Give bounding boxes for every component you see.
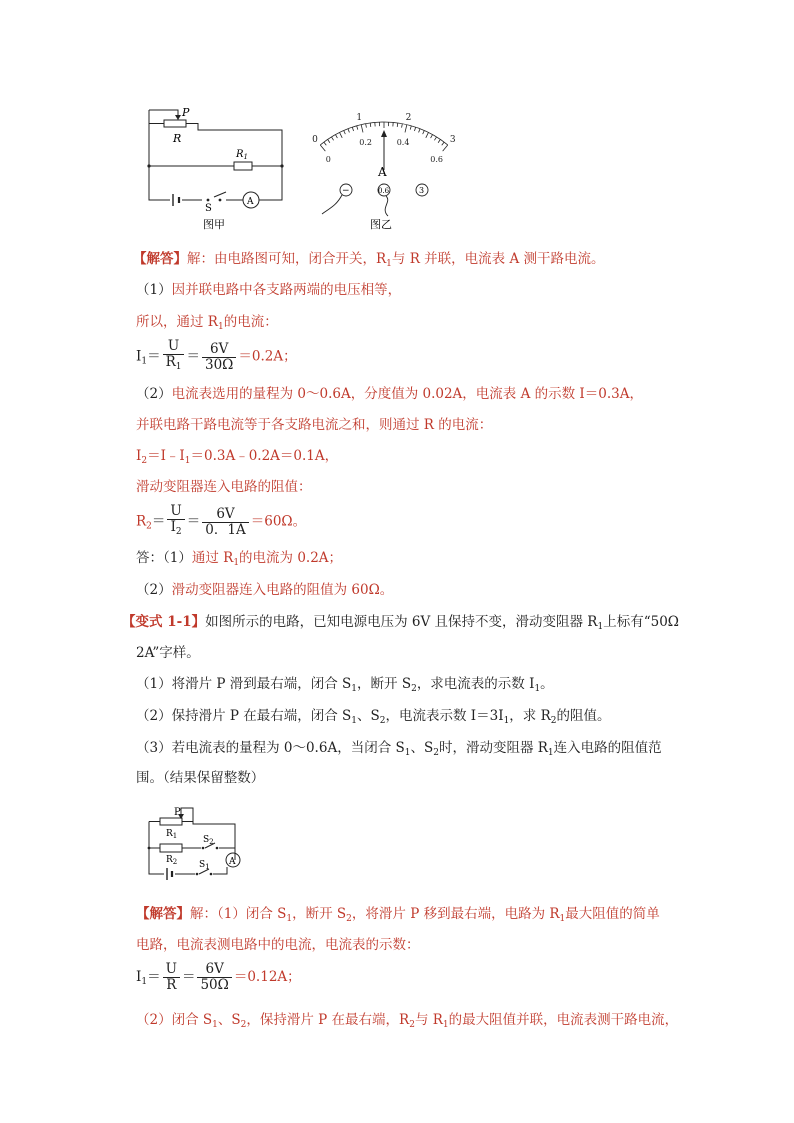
step-text: （2）闭合 $S_1$、$S_2$，保持滑片 P 在最右端，$R_2$与 $R_1$的最大阻值并联，电流表测干路电流， (136, 1012, 679, 1030)
dial-tick (397, 123, 398, 127)
dial-tick (431, 135, 433, 138)
dial-tick (340, 132, 343, 137)
dial-tick (414, 127, 415, 131)
dial-tick (331, 137, 333, 140)
step-number: （2） (136, 386, 172, 402)
label-S2: $S_2$ (203, 835, 214, 846)
figure-ammeter-dial (300, 104, 470, 234)
dial-tick (423, 130, 425, 134)
problem-tag: 【变式 1-1】 (122, 614, 206, 630)
dial-tick (370, 123, 371, 127)
figure-circuit-c (145, 800, 255, 885)
step-text: 滑动变阻器连入电路的阻值： (136, 479, 312, 495)
answer-lead: 解： (190, 906, 217, 922)
step-number: （1） (136, 282, 172, 298)
label-R1: $R_1$ (236, 149, 248, 161)
equation-1: $I_1=$ $\frac{U}{R_1}$ ＝ $\frac{6V}{30\Omega}$ ＝0.2A； (136, 338, 297, 373)
problem-text: 2A”字样。 (136, 645, 200, 661)
dial-inner-label: 0.4 (396, 138, 410, 148)
dial-tick (366, 124, 367, 128)
dial-tick (328, 139, 330, 142)
question-1: （1）将滑片 P 滑到最右端，闭合 $S_1$，断开 $S_2$，求电流表的示数 $I_1$。 (136, 676, 554, 694)
dial-outer-label: 1 (356, 112, 363, 123)
dial-tick (357, 126, 358, 130)
dial-tick (443, 145, 448, 151)
step-text: 通过 $R_1$的电流为 0.2A； (191, 550, 343, 568)
step-number: （1） (163, 550, 192, 566)
answer-label: 答： (136, 550, 163, 566)
question-3: （3）若电流表的量程为 0～0.6A，当闭合 $S_1$、$S_2$时，滑动变阻器 $R_1$连入电路的阻值范 (136, 740, 662, 758)
dial-tick (335, 135, 337, 138)
equation-4: $I_1=$ $\frac{U}{R}$ ＝ $\frac{6V}{50\Omega}$ ＝0.12A； (136, 961, 301, 993)
figure-circuit-a (140, 104, 290, 234)
step-text: 滑动变阻器连入电路的阻值为 60Ω。 (171, 582, 394, 598)
step-text: 电流表选用的量程为 0～0.6A，分度值为 0.02A，电流表 A 的示数 I＝0.3A， (171, 386, 643, 402)
label-P: P (174, 807, 181, 818)
question-3-cont: 围。（结果保留整数） (136, 770, 265, 786)
figure-caption-b: 图乙 (370, 218, 392, 231)
dial-tick (442, 142, 444, 145)
label-S: S (205, 203, 212, 214)
step-text: 并联电路干路电流等于各支路电流之和，则通过 R 的电流： (136, 417, 493, 433)
dial-tick (320, 145, 325, 151)
dial-tick (402, 124, 403, 128)
dial-tick (361, 125, 363, 133)
dial-tick (426, 132, 429, 137)
dial-tick (352, 127, 353, 131)
dial-tick (419, 129, 420, 133)
step-number: （2） (136, 582, 172, 598)
dial-tick (324, 142, 326, 145)
terminal-mid-label: 0.6 (378, 187, 390, 195)
equation-2: $I_2=I﹣I_1=0.3A﹣0.2A=0.1A$， (136, 448, 339, 466)
equation-3: $R_2=$ $\frac{U}{I_2}$ ＝ $\frac{6V}{0.1A}$ ＝60Ω。 (136, 503, 307, 538)
answer-tag: 【解答】 (136, 906, 190, 922)
label-R1: $R_1$ (166, 829, 178, 840)
label-P: P (182, 106, 190, 119)
label-R: R (173, 132, 182, 145)
dial-inner-label: 0.2 (359, 138, 373, 148)
step-text: 所以，通过 $R_1$的电流： (136, 314, 278, 332)
dial-unit-A: A (378, 165, 387, 179)
dial-tick (344, 130, 346, 134)
dial-outer-label: 0 (312, 134, 318, 145)
answer-intro: 由电路图可知，闭合开关，$R_1$与 R 并联，电流表 A 测干路电流。 (214, 251, 605, 269)
dial-tick (410, 126, 411, 130)
ammeter-label: A (229, 857, 236, 867)
dial-inner-label: 0 (325, 154, 331, 164)
terminal-right-label: 3 (419, 186, 425, 195)
question-2: （2）保持滑片 P 在最右端，闭合 $S_1$、$S_2$，电流表示数 $I=3I_1$，求 $R_2$的阻值。 (136, 708, 611, 726)
figure-caption-a: 图甲 (203, 218, 225, 231)
step-text: （1）闭合 $S_1$，断开 $S_2$，将滑片 P 移到最右端，电路为 $R_1$最大阻值的简单 (217, 906, 660, 924)
terminal-minus-label: − (342, 186, 350, 196)
dial-tick (434, 137, 436, 140)
dial-tick (348, 129, 349, 133)
dial-outer-label: 2 (405, 112, 412, 123)
dial-tick (438, 139, 440, 142)
answer-lead: 解： (187, 251, 214, 267)
ammeter-label: A (247, 197, 254, 207)
label-S1: $S_1$ (199, 860, 210, 871)
step-text: 因并联电路中各支路两端的电压相等， (171, 282, 402, 298)
dial-tick (405, 125, 407, 133)
step-text: 电路，电流表测电路中的电流，电流表的示数： (136, 937, 420, 953)
problem-text: 如图所示的电路，已知电源电压为 6V 且保持不变，滑动变阻器 $R_1$上标有“50Ω (205, 614, 679, 632)
label-R2: $R_2$ (166, 855, 178, 866)
dial-outer-label: 3 (449, 134, 456, 145)
answer-tag: 【解答】 (133, 251, 187, 267)
dial-inner-label: 0.6 (430, 154, 444, 164)
